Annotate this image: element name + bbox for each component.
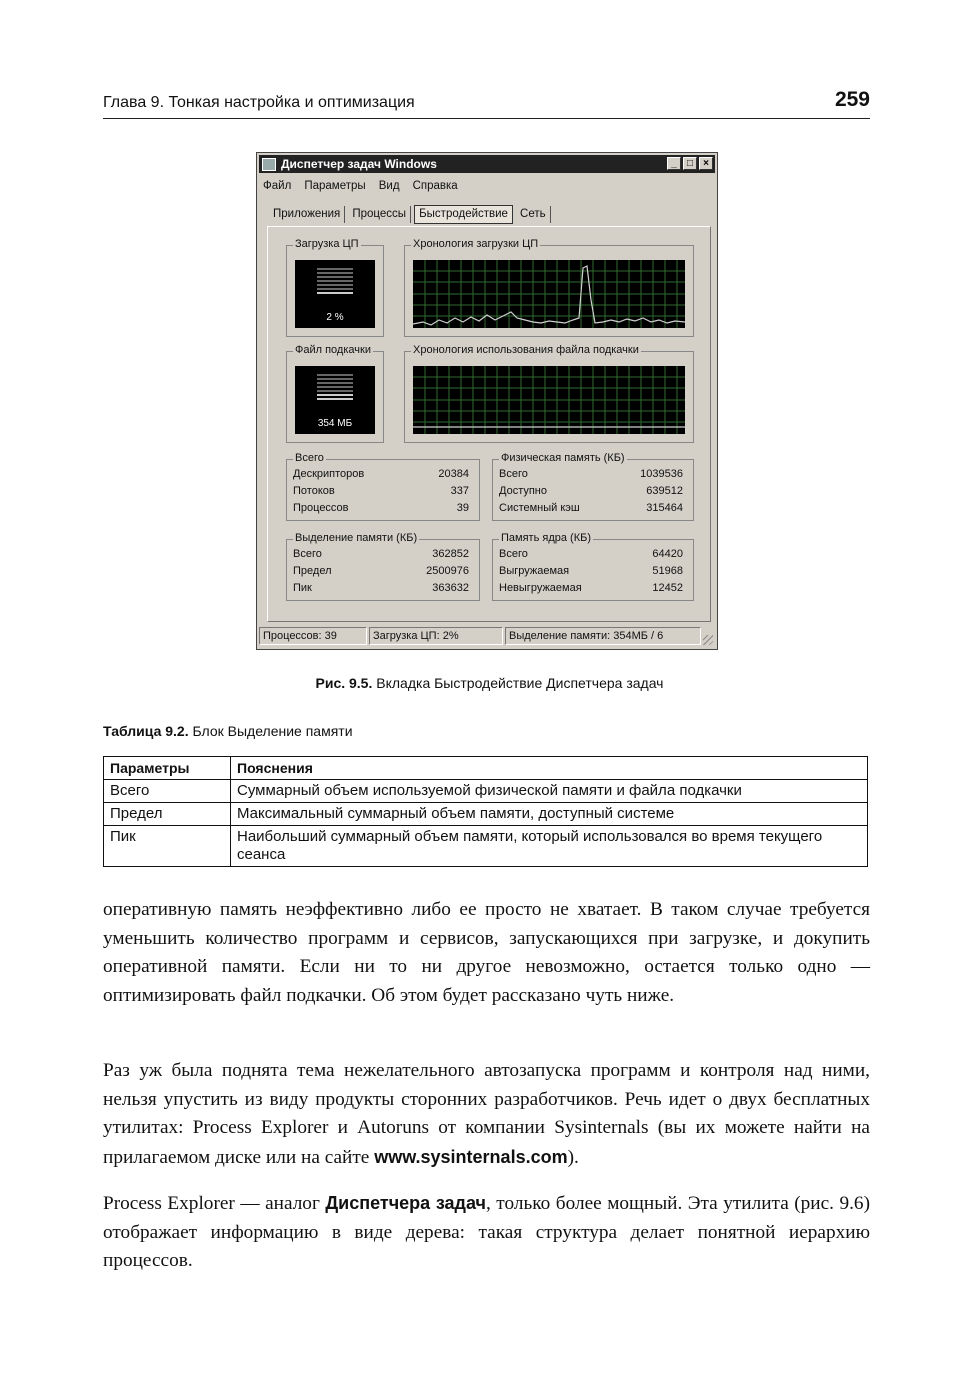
cpu-meter-bars [317,268,353,294]
window-title: Диспетчер задач Windows [281,157,437,171]
pagefile-title: Файл подкачки [295,344,371,356]
memory-table [103,756,868,867]
table-row [104,803,868,826]
tab-network[interactable]: Сеть [516,206,551,223]
table-cell: Пик [104,826,231,867]
commit-charge-group [286,532,480,601]
body-paragraph: Process Explorer — аналог Диспетчера задач, только более мощный. Эта утилита (рис. 9.6) отображает информацию в виде дерева: такая структура делает понятной иерархию процессов. [103,1193,870,1271]
physical-memory-title: Физическая память (КБ) [501,452,625,464]
tab-applications[interactable]: Приложения [269,206,345,223]
cpu-history-graph [413,260,685,328]
menu-help[interactable]: Справка [412,180,458,192]
cpu-history-title: Хронология загрузки ЦП [413,238,539,250]
table-cell: Максимальный суммарный объем памяти, доступный системе [231,803,868,826]
table-row [104,826,868,867]
table-label: Таблица 9.2. [103,723,189,739]
chapter-title: Глава 9. Тонкая настройка и оптимизация [103,94,415,111]
table-cell: Всего [104,780,231,803]
menu-file[interactable]: Файл [263,180,292,192]
pagefile-history-group [404,344,694,443]
cpu-usage-value: 2 % [326,312,344,323]
performance-panel [267,226,711,622]
status-commit: Выделение памяти: 354МБ / 6 [505,627,701,645]
kernel-memory-group [492,532,694,601]
resize-grip-icon[interactable] [703,635,713,645]
pagefile-history-graph [413,366,685,434]
table-row [104,780,868,803]
table-header-row [104,757,868,780]
table-cell: Предел [104,803,231,826]
cpu-usage-meter [295,260,375,328]
totals-row: Процессов 39 [293,502,469,514]
status-bar [259,627,715,647]
commit-charge-title: Выделение памяти (КБ) [295,532,418,544]
commit-row: Всего 362852 [293,548,469,560]
commit-row: Предел 2500976 [293,565,469,577]
pagefile-meter [295,366,375,434]
pagefile-history-title: Хронология использования файла подкачки [413,344,639,356]
pagefile-history-svg [413,366,685,434]
table-cell: Суммарный объем используемой физической памяти и файла подкачки [231,780,868,803]
physical-row: Доступно 639512 [499,485,683,497]
totals-group [286,452,480,521]
figure-caption [0,675,979,691]
status-cpu: Загрузка ЦП: 2% [369,627,503,645]
page-number: 259 [834,88,870,111]
totals-title: Всего [295,452,324,464]
pagefile-group [286,344,384,443]
cpu-usage-title: Загрузка ЦП [295,238,359,250]
body-paragraph: Раз уж была поднята тема нежелательного автозапуска программ и контроля над ними, нельзя упустить из виду продукты сторонних разработчиков. Речь идет о двух бесплатных утилитах: Process Explorer и Autoruns от компании Sysinternals (вы их можете найти на прилагаемом диске или на сайте www.sysinternals.com). [103,1060,870,1168]
commit-row: Пик 363632 [293,582,469,594]
kernel-memory-title: Память ядра (КБ) [501,532,591,544]
totals-row: Потоков 337 [293,485,469,497]
cpu-usage-group [286,238,384,337]
cpu-history-svg [413,260,685,328]
cpu-history-group [404,238,694,337]
menu-options[interactable]: Параметры [304,180,366,192]
kernel-row: Невыгружаемая 12452 [499,582,683,594]
table-header-cell: Параметры [104,757,231,780]
physical-memory-group [492,452,694,521]
minimize-icon[interactable]: _ [667,157,681,170]
pagefile-meter-bars [317,374,353,400]
sysinternals-link[interactable]: www.sysinternals.com [374,1146,568,1167]
physical-row: Системный кэш 315464 [499,502,683,514]
physical-row: Всего 1039536 [499,468,683,480]
task-manager-term: Диспетчера задач [325,1193,486,1213]
kernel-row: Всего 64420 [499,548,683,560]
body-paragraph: оперативную память неэффективно либо ее просто не хватает. В таком случае требуется уменьшить количество программ и сервисов, запускающихся при загрузке, и докупить оперативной памяти. Если ни то ни другое невозможно, остается только одно — оптимизировать файл подкачки. Об этом будет рассказано чуть ниже. [103,899,870,1006]
table-caption-text: Блок Выделение памяти [192,723,353,739]
title-bar [259,155,715,173]
menu-view[interactable]: Вид [378,180,400,192]
table-cell: Наибольший суммарный объем памяти, который использовался во время текущего сеанса [231,826,868,867]
totals-row: Дескрипторов 20384 [293,468,469,480]
table-caption [103,723,353,739]
kernel-row: Выгружаемая 51968 [499,565,683,577]
figure-label: Рис. 9.5. [315,675,373,691]
status-processes: Процессов: 39 [259,627,367,645]
pagefile-value: 354 МБ [317,418,353,429]
tab-performance[interactable]: Быстродействие [414,205,513,224]
tab-strip [269,205,551,225]
figure-caption-text: Вкладка Быстродействие Диспетчера задач [376,675,664,691]
maximize-icon[interactable]: □ [683,157,697,170]
table-header-cell: Пояснения [231,757,868,780]
tab-processes[interactable]: Процессы [348,206,411,223]
menu-bar [263,180,468,196]
running-header [103,88,870,119]
task-manager-window [256,152,718,650]
close-icon[interactable]: × [699,157,713,170]
task-manager-icon [262,158,276,171]
